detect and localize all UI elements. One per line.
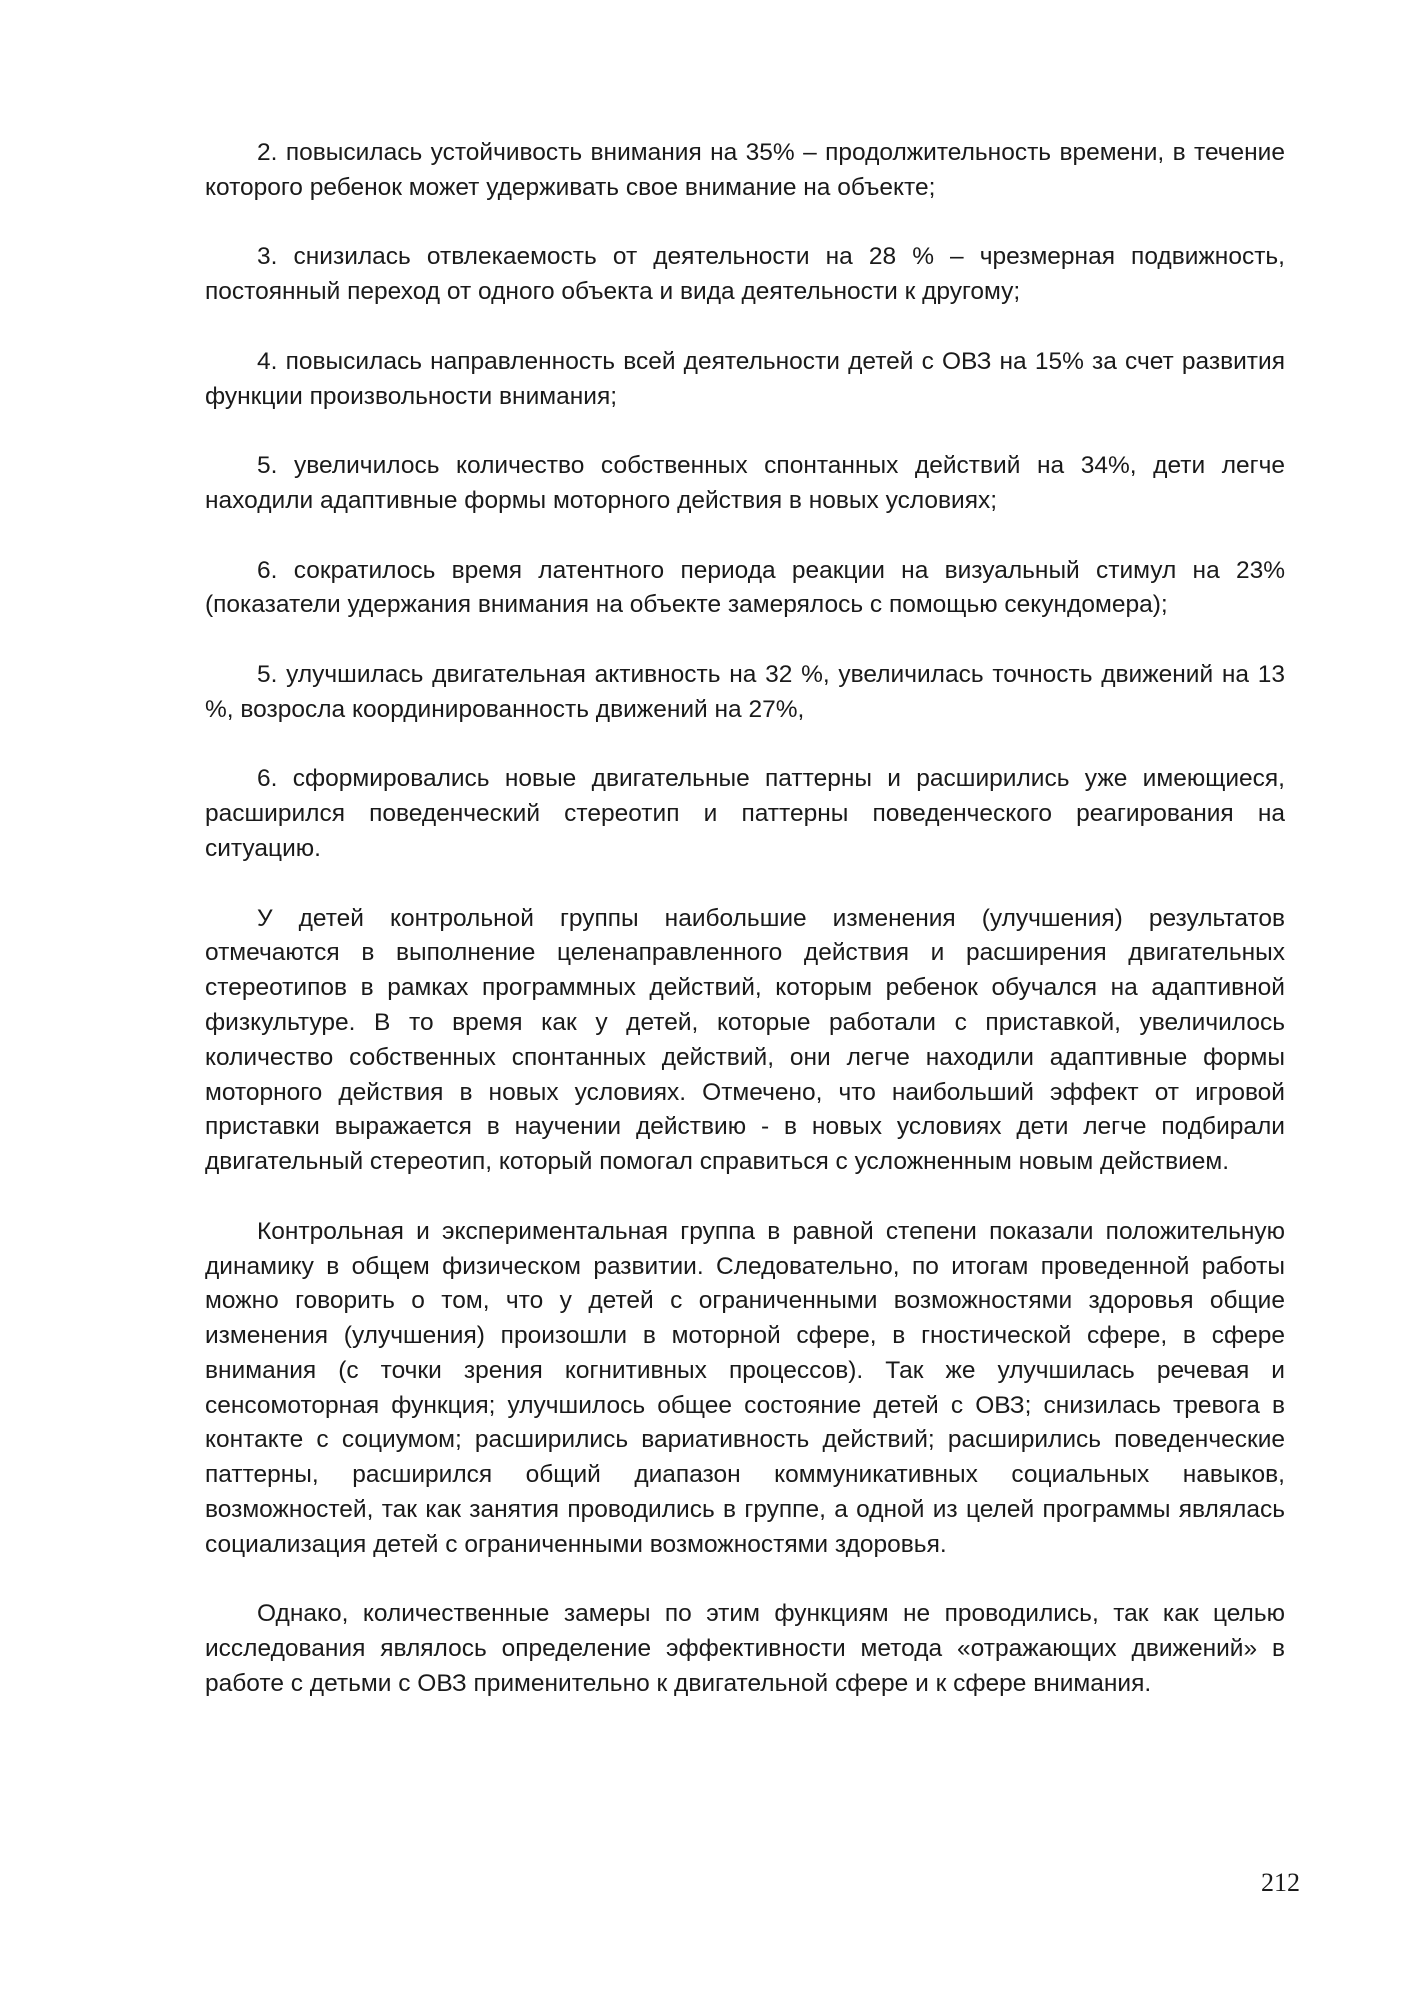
paragraph-item-4: 4. повысилась направленность всей деятельности детей с ОВЗ на 15% за счет развития функции произвольности внимания;	[205, 347, 1285, 410]
paragraph-item-3: 3. снизилась отвлекаемость от деятельности на 28 % – чрезмерная подвижность, постоянный переход от одного объекта и вида деятельности к другому;	[205, 243, 1285, 306]
paragraph-final-note: Однако, количественные замеры по этим функциям не проводились, так как целью исследования являлось определение эффективности метода «отражающих движений» в работе с детьми с ОВЗ применительно к двигательной сфере и к сфере внимания.	[205, 1600, 1285, 1698]
page-number: 212	[1261, 1868, 1300, 1897]
page-body	[205, 136, 1285, 1737]
paragraph-item-5: 5. увеличилось количество собственных спонтанных действий на 34%, дети легче находили адаптивные формы моторного действия в новых условиях;	[205, 452, 1285, 514]
paragraph-item-6-patterns: 6. сформировались новые двигательные паттерны и расширились уже имеющиеся, расширился поведенческий стереотип и паттерны поведенческого реагирования на ситуацию.	[205, 765, 1285, 862]
paragraph-conclusion: Контрольная и экспериментальная группа в равной степени показали положительную динамику в общем физическом развитии. Следовательно, по итогам проведенной работы можно говорить о том, что у детей с ограниченными возможностями здоровья общие изменения (улучшения) произошли в моторной сфере, в гностической сфере, в сфере внимания (с точки зрения когнитивных процессов). Так же улучшилась речевая и сенсомоторная функция; улучшилось общее состояние детей с ОВЗ; снизилась тревога в контакте с социумом; расширились вариативность действий; расширились поведенческие паттерны, расширился общий диапазон коммуникативных социальных навыков, возможностей, так как занятия проводились в группе, а одной из целей программы являлась социализация детей с ограниченными возможностями здоровья.	[205, 1217, 1285, 1558]
paragraph-control-group: У детей контрольной группы наибольшие изменения (улучшения) результатов отмечаются в выполнение целенаправленного действия и расширения двигательных стереотипов в рамках программных действий, которым ребенок обучался на адаптивной физкультуре. В то время как у детей, которые работали с приставкой, увеличилось количество собственных спонтанных действий, они легче находили адаптивные формы моторного действия в новых условиях. Отмечено, что наибольший эффект от игровой приставки выражается в научении действию - в новых условиях дети легче подбирали двигательный стереотип, который помогал справиться с усложненным новым действием.	[205, 904, 1285, 1176]
paragraph-item-5-motor: 5. улучшилась двигательная активность на 32 %, увеличилась точность движений на 13 %, возросла координированность движений на 27%,	[205, 660, 1285, 723]
paragraph-item-2: 2. повысилась устойчивость внимания на 35% – продолжительность времени, в течение которого ребенок может удерживать свое внимание на объекте;	[205, 139, 1285, 201]
paragraph-item-6: 6. сократилось время латентного периода реакции на визуальный стимул на 23% (показатели удержания внимания на объекте замерялось с помощью секундомера);	[205, 556, 1285, 619]
